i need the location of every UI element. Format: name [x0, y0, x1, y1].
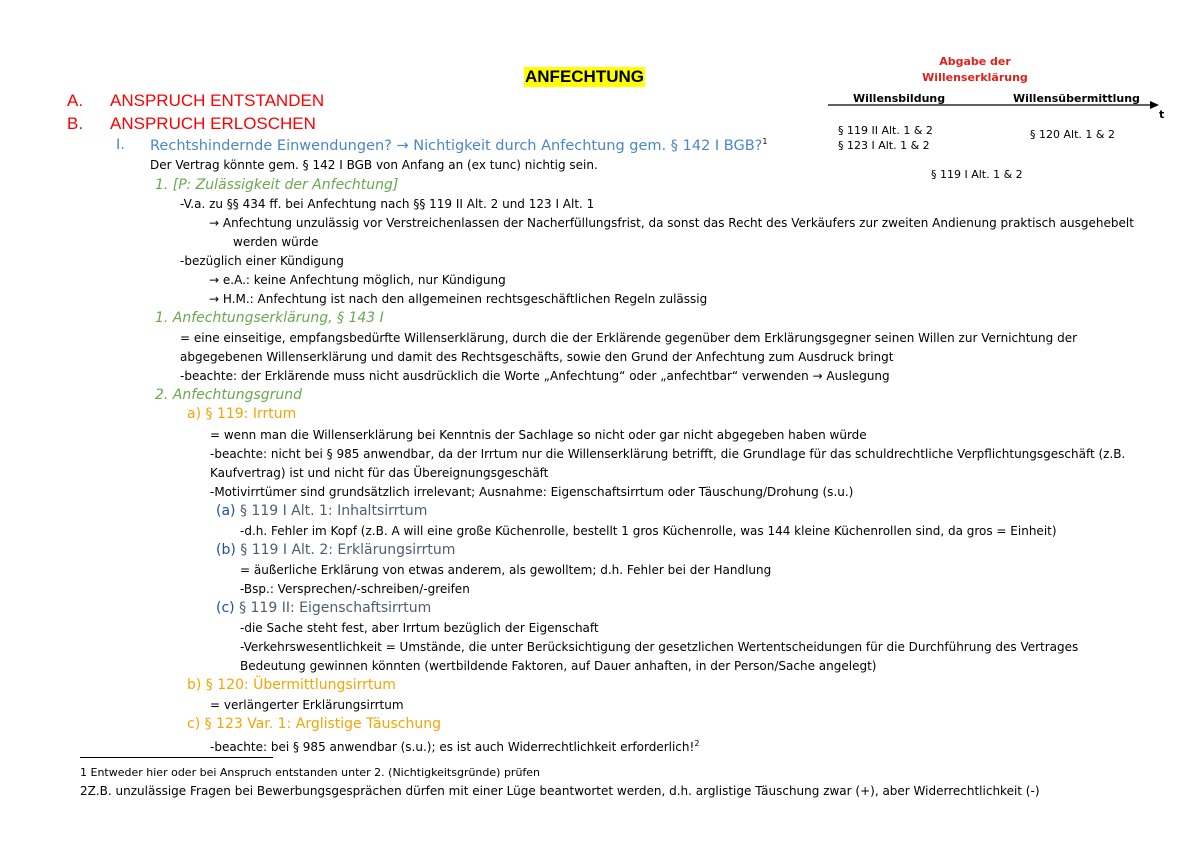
zul-line-6: → H.M.: Anfechtung ist nach den allgemeinen rechtsgeschäftlichen Regeln zulässig — [209, 292, 708, 306]
section-a-marker: A. — [67, 91, 84, 110]
diagram-ref-123: § 123 I Alt. 1 & 2 — [838, 139, 930, 152]
eigenschaftsirrtum-line-2: -Verkehrswesentlichkeit = Umstände, die unter Berücksichtigung der gesetzlichen Wertentscheidungen für die Durchführung des Vertrages — [240, 640, 1079, 654]
heading-120-uebermittlungsirrtum: b) § 120: Übermittlungsirrtum — [187, 677, 396, 693]
footnote-1-text: Entweder hier oder bei Anspruch entstanden unter 2. (Nichtigkeitsgründe) prüfen — [90, 766, 541, 779]
section-i-marker: I. — [116, 137, 125, 153]
diagram-timeline-arrow — [826, 98, 1166, 112]
diagram-willensuebermittlung: Willensübermittlung — [1013, 92, 1140, 105]
section-b-heading: ANSPRUCH ERLOSCHEN — [110, 114, 316, 133]
diagram-red-label-2: Willenserklärung — [922, 71, 1028, 84]
section-a-heading: ANSPRUCH ENTSTANDEN — [110, 91, 325, 110]
diagram-ref-119-ii: § 119 II Alt. 1 & 2 — [838, 124, 933, 137]
heading-123-taeuschung: c) § 123 Var. 1: Arglistige Täuschung — [187, 716, 441, 732]
inhaltsirrtum-title: § 119 I Alt. 1: Inhaltsirrtum — [239, 503, 428, 519]
section-b-marker: B. — [67, 114, 84, 133]
inhaltsirrtum-line-1: -d.h. Fehler im Kopf (z.B. A will eine große Küchenrolle, bestellt 1 gros Küchenrolle, was 144 kleine Küchenrollen sind, da gros = Einheit) — [240, 524, 1057, 538]
heading-anfechtungsgrund: 2. Anfechtungsgrund — [155, 387, 303, 403]
zul-line-2: → Anfechtung unzulässig vor Verstreichenlassen der Nacherfüllungsfrist, da sonst das Recht des Verkäufers zur zweiten Andienung praktisch ausgehebelt — [209, 216, 1134, 230]
intro-sentence: Der Vertrag könnte gem. § 142 I BGB von Anfang an (ex tunc) nichtig sein. — [150, 158, 598, 172]
footnote-1 — [80, 766, 540, 779]
taeuschung-line-1 — [210, 736, 699, 755]
erklaerungsirrtum-marker: (b) — [216, 542, 236, 558]
footnote-2-number: 2 — [80, 784, 88, 798]
diagram-willensbildung: Willensbildung — [853, 92, 946, 105]
zul-line-4: -bezüglich einer Kündigung — [180, 254, 344, 268]
heading-zulaessigkeit: 1. [P: Zulässigkeit der Anfechtung] — [155, 177, 399, 193]
footnote-ref-1[interactable]: 1 — [762, 137, 768, 146]
section-i-heading — [150, 137, 767, 154]
eigenschaftsirrtum-marker: (c) — [216, 600, 235, 616]
footnote-2 — [80, 783, 1040, 799]
eigenschaftsirrtum-line-3: Bedeutung gewinnen könnten (wertbildende Faktoren, auf Dauer anhaften, in der Person/Sache angelegt) — [240, 659, 877, 673]
erkl-line-3: -beachte: der Erklärende muss nicht ausdrücklich die Worte „Anfechtung“ oder „anfechtbar“ verwenden → Auslegung — [180, 369, 890, 383]
section-i-text: Rechtshindernde Einwendungen? → Nichtigkeit durch Anfechtung gem. § 142 I BGB? — [150, 137, 763, 154]
zul-line-1: -V.a. zu §§ 434 ff. bei Anfechtung nach §§ 119 II Alt. 2 und 123 I Alt. 1 — [180, 197, 595, 211]
erkl-line-2: abgegebenen Willenserklärung und damit des Rechtsgeschäfts, sowie den Grund der Anfechtung zum Ausdruck bringt — [180, 350, 894, 364]
diagram-ref-120: § 120 Alt. 1 & 2 — [1030, 128, 1115, 141]
heading-eigenschaftsirrtum — [216, 600, 431, 616]
uebermittlung-line-1: = verlängerter Erklärungsirrtum — [210, 698, 404, 712]
irrtum-line-1: = wenn man die Willenserklärung bei Kenntnis der Sachlage so nicht oder gar nicht abgegeben haben würde — [210, 428, 867, 442]
irrtum-line-4: -Motivirrtümer sind grundsätzlich irrelevant; Ausnahme: Eigenschaftsirrtum oder Täuschung/Drohung (s.u.) — [210, 485, 854, 499]
footnote-separator — [80, 757, 273, 758]
footnote-1-number: 1 — [80, 766, 87, 779]
zul-line-3: werden würde — [233, 235, 319, 249]
zul-line-5: → e.A.: keine Anfechtung möglich, nur Kündigung — [209, 273, 506, 287]
erklaerungsirrtum-line-1: = äußerliche Erklärung von etwas anderem, als gewolltem; d.h. Fehler bei der Handlung — [240, 563, 772, 577]
diagram-red-label-1: Abgabe der — [939, 55, 1011, 68]
irrtum-line-2: -beachte: nicht bei § 985 anwendbar, da der Irrtum nur die Willenserklärung betrifft, die Grundlage für das schuldrechtliche Verpflichtungsgeschäft (z.B. — [210, 447, 1126, 461]
heading-119-irrtum: a) § 119: Irrtum — [187, 406, 297, 422]
inhaltsirrtum-marker: (a) — [216, 503, 236, 519]
heading-erklaerungsirrtum — [216, 542, 455, 558]
erklaerungsirrtum-line-2: -Bsp.: Versprechen/-schreiben/-greifen — [240, 582, 470, 596]
footnote-2-text: Z.B. unzulässige Fragen bei Bewerbungsgesprächen dürfen mit einer Lüge beantwortet werden, d.h. arglistige Täuschung zwar (+), aber Widerrechtlichkeit (-) — [87, 784, 1040, 798]
diagram-axis-t: t — [1159, 108, 1165, 121]
eigenschaftsirrtum-line-1: -die Sache steht fest, aber Irrtum bezüglich der Eigenschaft — [240, 621, 599, 635]
erklaerungsirrtum-title: § 119 I Alt. 2: Erklärungsirrtum — [240, 542, 456, 558]
irrtum-line-3: Kaufvertrag) ist und nicht für das Übereignungsgeschäft — [210, 466, 549, 480]
taeuschung-text: -beachte: bei § 985 anwendbar (s.u.); es ist auch Widerrechtlichkeit erforderlich! — [210, 740, 695, 754]
erkl-line-1: = eine einseitige, empfangsbedürfte Willenserklärung, durch die der Erklärende gegenüber dem Erklärungsgegner seinen Willen zur Vernichtung der — [180, 331, 1078, 345]
footnote-ref-2[interactable]: 2 — [694, 739, 700, 748]
diagram-ref-119-i: § 119 I Alt. 1 & 2 — [931, 168, 1023, 181]
page-title: ANFECHTUNG — [525, 67, 644, 86]
heading-inhaltsirrtum — [216, 503, 427, 519]
heading-anfechtungserklaerung: 1. Anfechtungserklärung, § 143 I — [155, 310, 384, 326]
eigenschaftsirrtum-title: § 119 II: Eigenschaftsirrtum — [239, 600, 432, 616]
